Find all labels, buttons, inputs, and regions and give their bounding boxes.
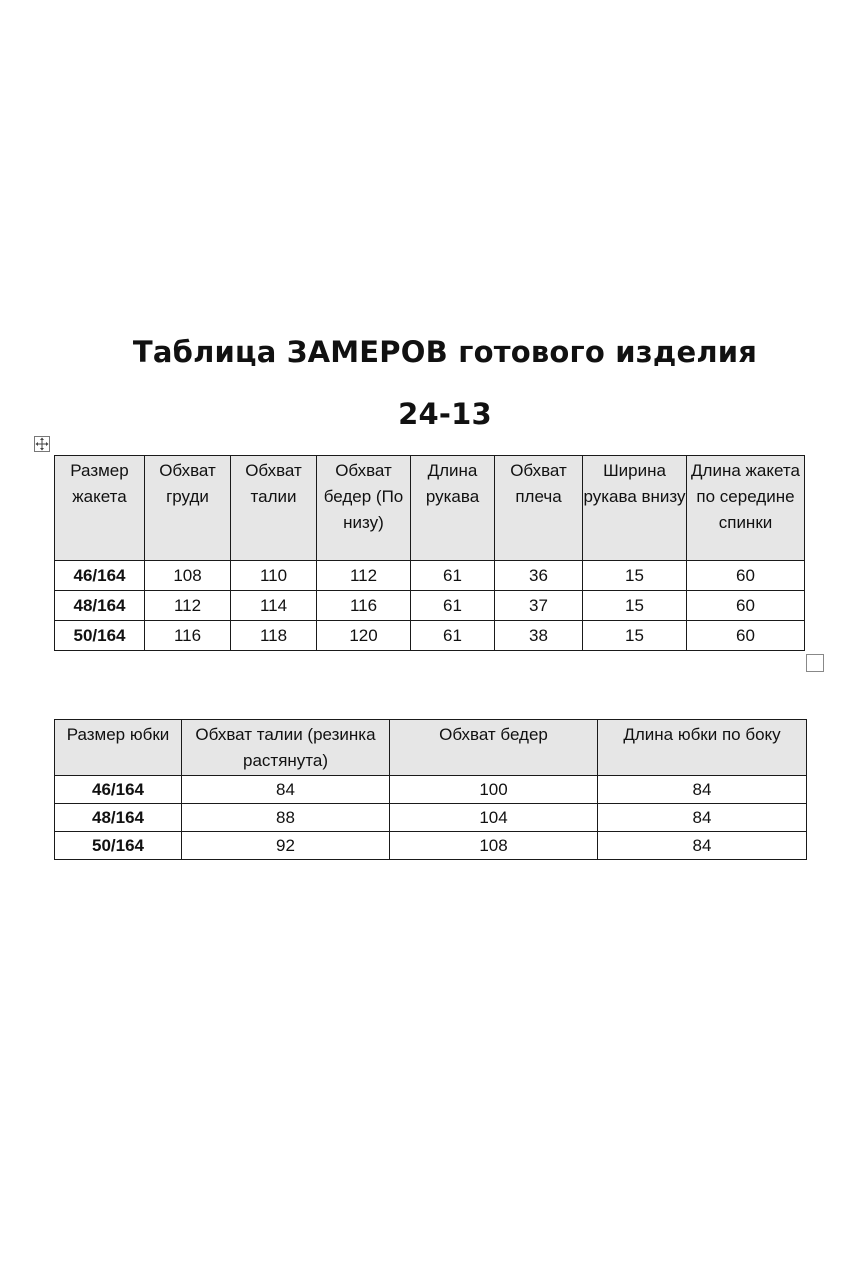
cell-size: 50/164: [55, 621, 145, 651]
header-jacket-length: Длина жакета по середине спинки: [687, 456, 805, 561]
header-waist-elastic: Обхват талии (резинка растянута): [182, 720, 390, 776]
table-header-row: [55, 456, 805, 561]
table-cell: 60: [687, 621, 805, 651]
table-cell: 108: [145, 561, 231, 591]
table-cell: 120: [317, 621, 411, 651]
table-cell: 15: [583, 591, 687, 621]
table-cell: 36: [495, 561, 583, 591]
table-cell: 100: [390, 776, 598, 804]
cell-size: 46/164: [55, 561, 145, 591]
table-cell: 15: [583, 561, 687, 591]
table-cell: 60: [687, 591, 805, 621]
table-row: [55, 832, 807, 860]
table-cell: 38: [495, 621, 583, 651]
table-cell: 61: [411, 561, 495, 591]
skirt-measurements-table: [54, 719, 807, 860]
table-cell: 37: [495, 591, 583, 621]
table-cell: 118: [231, 621, 317, 651]
table-end-marker-icon: [806, 654, 824, 672]
header-hips: Обхват бедер: [390, 720, 598, 776]
table-row: [55, 621, 805, 651]
table-row: [55, 804, 807, 832]
cell-size: 48/164: [55, 804, 182, 832]
header-skirt-length: Длина юбки по боку: [598, 720, 807, 776]
header-jacket-size: Размер жакета: [55, 456, 145, 561]
table-header-row: [55, 720, 807, 776]
header-shoulder: Обхват плеча: [495, 456, 583, 561]
table-cell: 108: [390, 832, 598, 860]
cell-size: 46/164: [55, 776, 182, 804]
table-cell: 116: [317, 591, 411, 621]
table-cell: 61: [411, 621, 495, 651]
jacket-measurements-table: [54, 455, 805, 651]
page-title: Таблица ЗАМЕРОВ готового изделия: [132, 335, 758, 369]
table-cell: 15: [583, 621, 687, 651]
table-cell: 110: [231, 561, 317, 591]
table-cell: 92: [182, 832, 390, 860]
table-cell: 84: [598, 832, 807, 860]
header-hips: Обхват бедер (По низу): [317, 456, 411, 561]
table-row: [55, 776, 807, 804]
table-cell: 114: [231, 591, 317, 621]
table-cell: 84: [598, 804, 807, 832]
move-arrows-icon[interactable]: [34, 436, 50, 452]
table-cell: 116: [145, 621, 231, 651]
table-cell: 88: [182, 804, 390, 832]
header-chest: Обхват груди: [145, 456, 231, 561]
table-row: [55, 591, 805, 621]
table-cell: 61: [411, 591, 495, 621]
table-row: [55, 561, 805, 591]
table-cell: 84: [182, 776, 390, 804]
table-cell: 112: [317, 561, 411, 591]
header-skirt-size: Размер юбки: [55, 720, 182, 776]
header-sleeve-width: Ширина рукава внизу: [583, 456, 687, 561]
table-cell: 104: [390, 804, 598, 832]
cell-size: 48/164: [55, 591, 145, 621]
cell-size: 50/164: [55, 832, 182, 860]
table-cell: 60: [687, 561, 805, 591]
header-sleeve-length: Длина рукава: [411, 456, 495, 561]
header-waist: Обхват талии: [231, 456, 317, 561]
model-code: 24-13: [398, 397, 492, 431]
table-cell: 84: [598, 776, 807, 804]
table-cell: 112: [145, 591, 231, 621]
